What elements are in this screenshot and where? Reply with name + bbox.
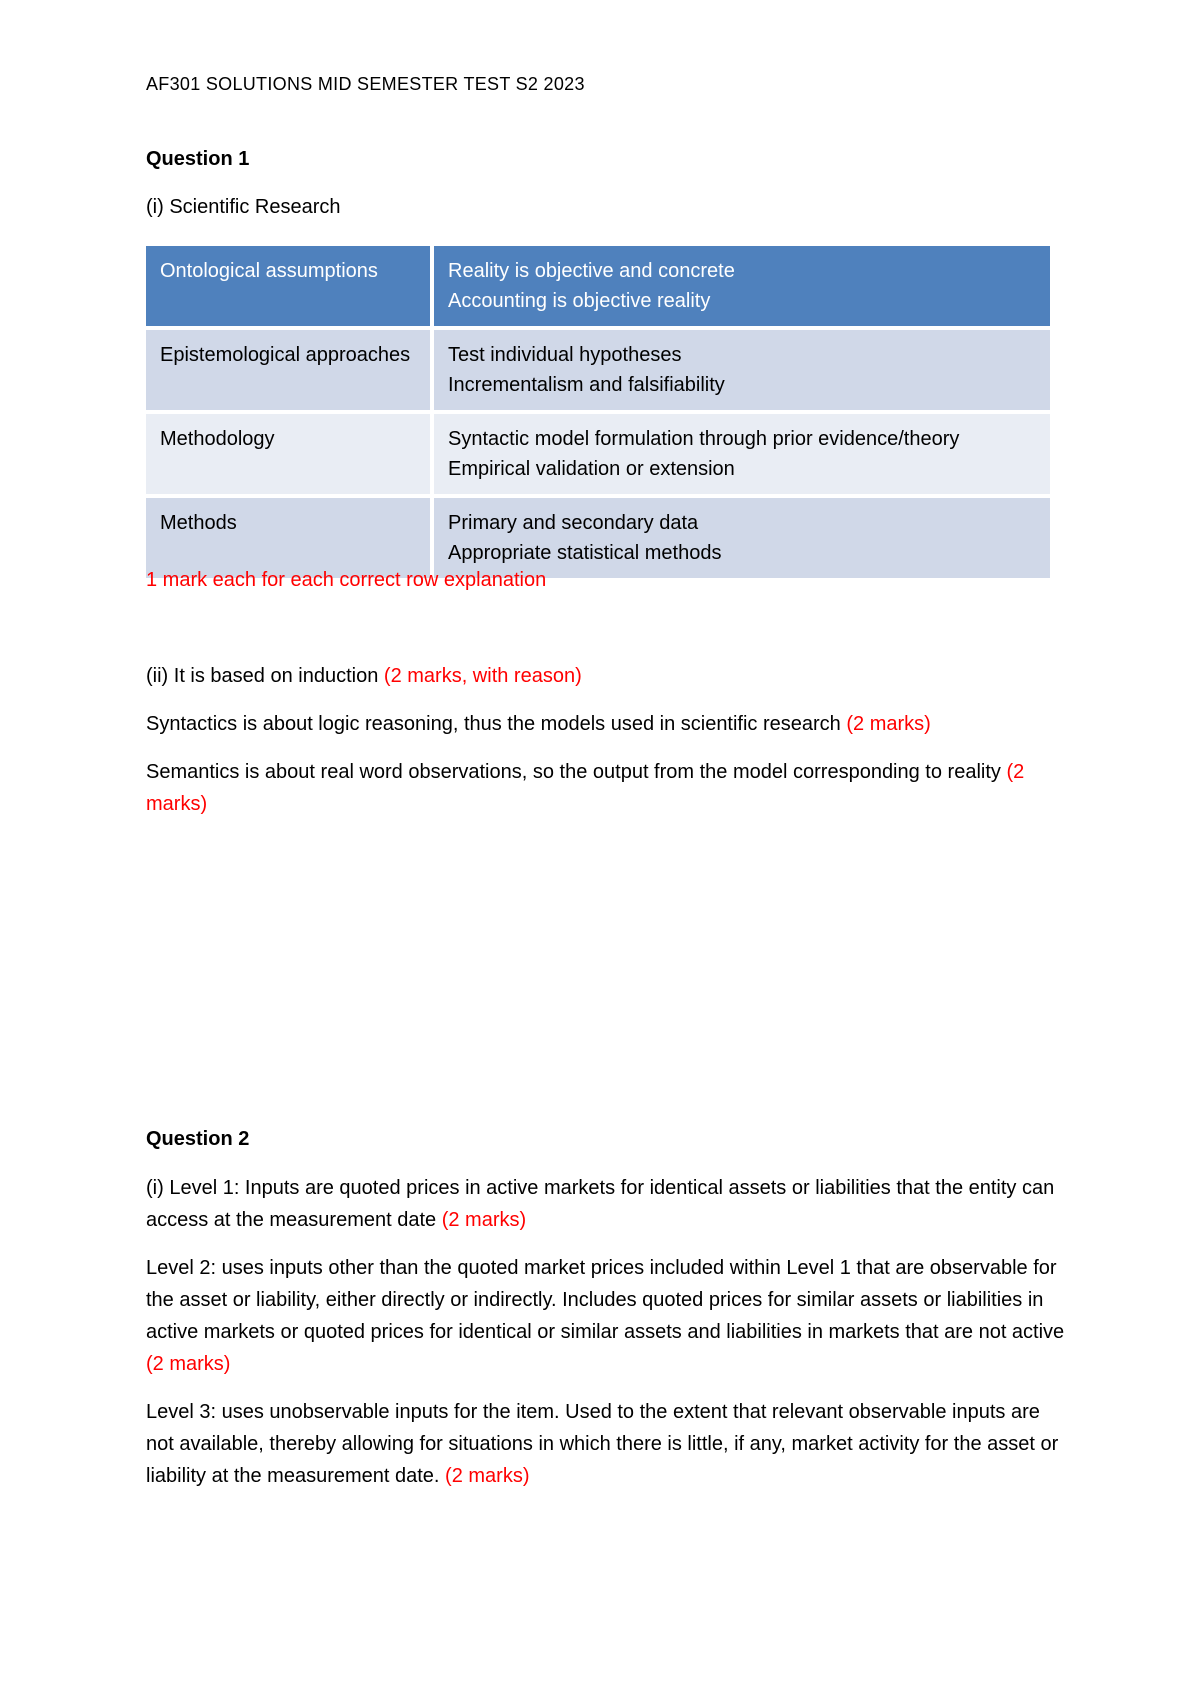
semantics-text: Semantics is about real word observations, so the output from the model corresponding to reality xyxy=(146,761,1007,783)
level-2-marks: (2 marks) xyxy=(146,1353,231,1375)
table-cell-label: Methodology xyxy=(146,414,430,494)
syntactics-paragraph xyxy=(146,708,1066,740)
document-header: AF301 SOLUTIONS MID SEMESTER TEST S2 2023 xyxy=(146,74,585,94)
level-3-text: Level 3: uses unobservable inputs for the item. Used to the extent that relevant observable inputs are not available, thereby allowing for situations in which there is little, if any, market activity for the asset or liability at the measurement date. xyxy=(146,1401,1059,1487)
level-2-text: Level 2: uses inputs other than the quoted market prices included within Level 1 that are observable for the asset or liability, either directly or indirectly. Includes quoted prices for similar assets or liabilities in active markets or quoted prices for identical or similar assets and liabilities in markets that are not active xyxy=(146,1257,1065,1343)
marking-note: 1 mark each for each correct row explanation xyxy=(146,569,547,591)
level-1-text: (i) Level 1: Inputs are quoted prices in active markets for identical assets or liabilities that the entity can access at the measurement date xyxy=(146,1177,1055,1231)
description-line: Syntactic model formulation through prior evidence/theory xyxy=(448,428,960,450)
question-1-part-ii xyxy=(146,660,1066,692)
description-line: Empirical validation or extension xyxy=(448,458,735,480)
question-2-title: Question 2 xyxy=(146,1128,250,1150)
semantics-marks: (2 marks) xyxy=(146,761,1025,815)
part-ii-text: (ii) It is based on induction xyxy=(146,665,384,687)
table-cell-description xyxy=(434,246,1050,326)
table-cell-description xyxy=(434,330,1050,410)
table-row-epistemological xyxy=(146,330,1050,410)
description-line: Accounting is objective reality xyxy=(448,290,711,312)
scientific-research-table xyxy=(142,242,1054,582)
description-line: Test individual hypotheses xyxy=(448,344,682,366)
syntactics-marks: (2 marks) xyxy=(846,713,931,735)
question-1-title: Question 1 xyxy=(146,148,250,170)
question-1-part-i-label: (i) Scientific Research xyxy=(146,196,341,218)
semantics-paragraph xyxy=(146,756,1066,820)
part-ii-marks: (2 marks, with reason) xyxy=(383,665,582,687)
syntactics-text: Syntactics is about logic reasoning, thus the models used in scientific research xyxy=(146,713,847,735)
description-line: Appropriate statistical methods xyxy=(448,542,722,564)
table-row-ontological xyxy=(146,246,1050,326)
table-cell-description xyxy=(434,414,1050,494)
table-row-methodology xyxy=(146,414,1050,494)
level-3-paragraph xyxy=(146,1396,1066,1492)
table-cell-label: Ontological assumptions xyxy=(146,246,430,326)
description-line: Incrementalism and falsifiability xyxy=(448,374,725,396)
table-cell-label: Methods xyxy=(146,498,430,578)
level-1-paragraph xyxy=(146,1172,1066,1236)
description-line: Primary and secondary data xyxy=(448,512,699,534)
description-line: Reality is objective and concrete xyxy=(448,260,735,282)
level-3-marks: (2 marks) xyxy=(445,1465,530,1487)
level-2-paragraph xyxy=(146,1252,1066,1380)
table-cell-label: Epistemological approaches xyxy=(146,330,430,410)
level-1-marks: (2 marks) xyxy=(441,1209,527,1231)
